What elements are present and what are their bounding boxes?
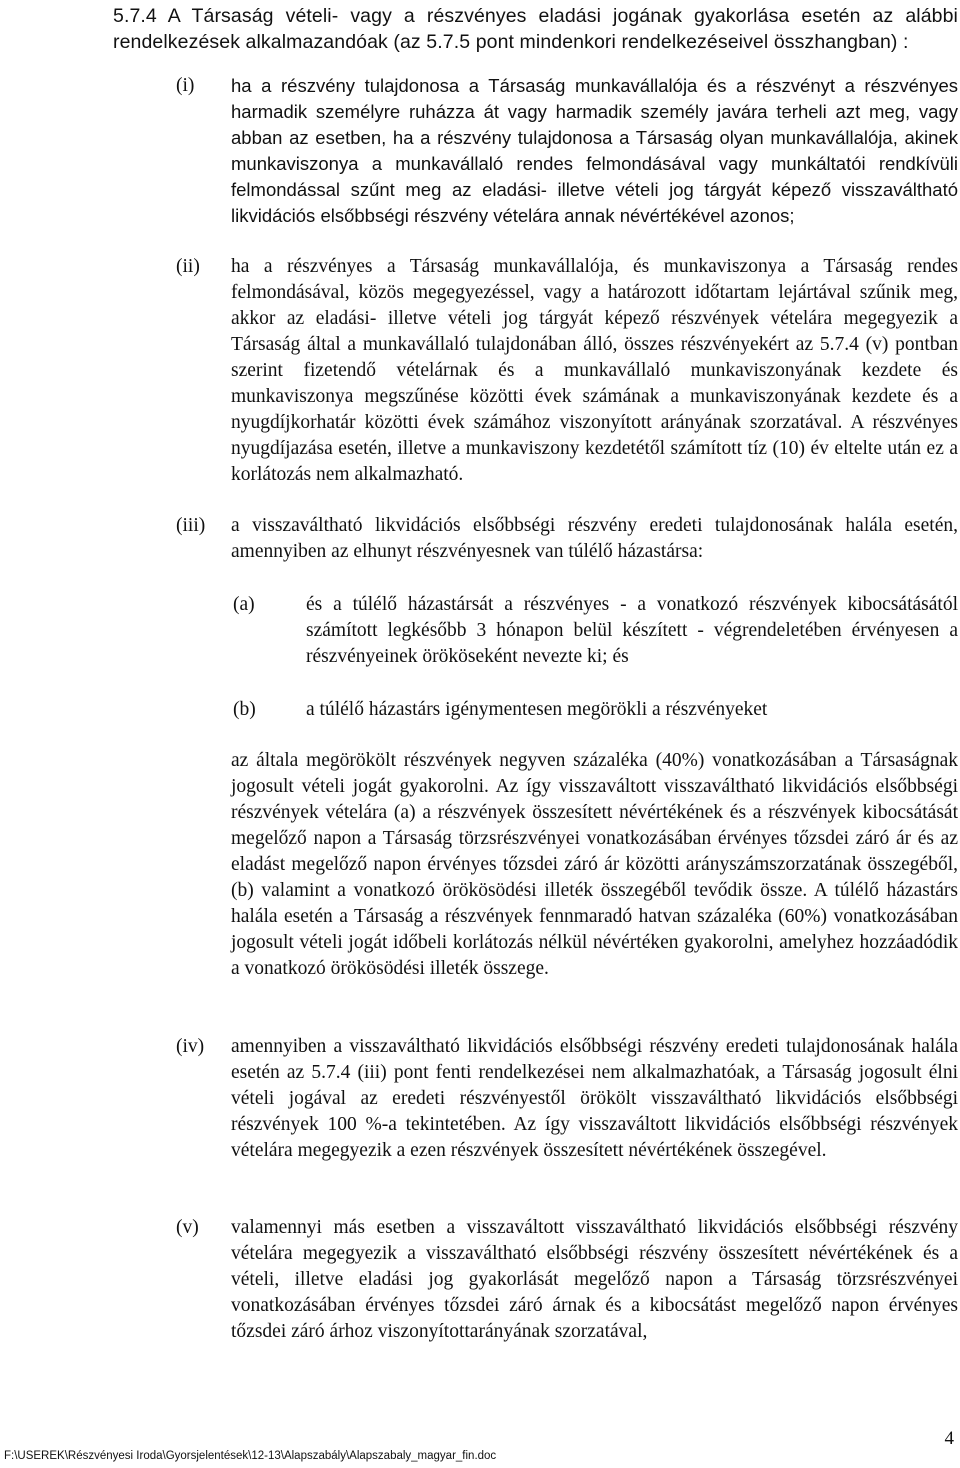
sub-item-text: a túlélő házastárs igénymentesen megörökli a részvényeket <box>306 699 768 720</box>
section-heading: 5.7.4 A Társaság vételi- vagy a részvényes eladási jogának gyakorlása esetén az alábbi rendelkezések alkalmazandóak (az 5.7.5 pont mindenkori rendelkezéseivel összhangban) : <box>113 5 958 53</box>
item-text: a visszaváltható likvidációs elsőbbségi részvény eredeti tulajdonosának halála esetén, amennyiben az elhunyt részvényesnek van túlélő házastársa: <box>231 515 958 562</box>
continuation-text: az általa megörökölt részvények negyven százaléka (40%) vonatkozásában a Társaságnak jogosult vételi jogát gyakorolni. Az így visszaváltott visszaváltható likvidációs elsőbbségi részvények vételára (a) a részvények összesített névértékének és a részvények kibocsátását megelőző napon a Társaság törzsrészvényei vonatkozásában érvényes tőzsdei záró ár és az eladást megelőző napon érvényes tőzsdei záró ár közötti arányszámszorzatának összegéből, (b) valamint a vonatkozó örökösödési illeték összegéből tevődik össze. A túlélő házastárs halála esetén a Társaság a részvények fennmaradó hatvan százaléka (60%) vonatkozásában jogosult vételi jogát időbeli korlátozás nélkül névértéken gyakorolni, amelyhez hozzáadódik a vonatkozó örökösödési illeték összege. <box>231 750 958 979</box>
item-text: valamennyi más esetben a visszaváltott visszaváltható likvidációs elsőbbségi részvény vételára megegyezik a visszaváltható elsőbbségi részvény összesített névértékének és a vételi, illetve eladási jog gyakorlását megelőző napon a Társaság törzsrészvényei vonatkozásában érvényes tőzsdei záró árnak és a kibocsátást megelőző napon érvényes tőzsdei záró árhoz viszonyítottarányának szorzatával, <box>231 1217 958 1342</box>
item-number: (v) <box>176 1217 199 1238</box>
sub-item-number: (b) <box>233 699 256 720</box>
item-number: (iv) <box>176 1036 205 1057</box>
item-text: ha a részvényes a Társaság munkavállalója, és munkaviszonya a Társaság rendes felmondásával, közös megegyezéssel, vagy a határozott időtartam lejártával szűnik meg, akkor az eladási- illetve vételi jog tárgyát képező részvények vételára megegyezik a Társaság által a munkavállaló tulajdonában álló, összes részvényekért az 5.7.4 (v) pontban szerint fizetendő vételárnak és a munkavállaló munkaviszonyának kezdete és munkaviszonya megszűnése közötti évek számának a munkaviszonyának kezdete és a nyugdíjkorhatár közötti évek számához viszonyított arányának szorzatával. A részvényes nyugdíjazása esetén, illetve a munkaviszony kezdetétől számított tíz (10) év eltelte után ez a korlátozás nem alkalmazható. <box>231 256 958 485</box>
item-text: amennyiben a visszaváltható likvidációs elsőbbségi részvény eredeti tulajdonosának halála esetén az 5.7.4 (iii) pont fenti rendelkezései nem alkalmazhatóak, a Társaság jogosult élni vételi jogával az eredeti részvényestől örökölt visszaváltható likvidációs elsőbbségi részvények 100 %-a tekintetében. Az így visszaváltott likvidációs elsőbbségi részvények vételára megegyezik a ezen részvények összesített névértékének összegével. <box>231 1036 958 1161</box>
page-number: 4 <box>944 1428 954 1449</box>
item-number: (i) <box>176 75 195 96</box>
sub-item-number: (a) <box>233 594 255 615</box>
item-number: (ii) <box>176 256 200 277</box>
item-text: ha a részvény tulajdonosa a Társaság munkavállalója és a részvényt a részvényes harmadik személyre ruházza át vagy harmadik személy javára terheli azt meg, vagy abban az esetben, ha a részvény tulajdonosa a Társaság olyan munkavállalója, akinek munkaviszonya a munkavállaló rendes felmondásával vagy munkáltatói rendkívüli felmondással szűnt meg az eladási- illetve vételi jog tárgyát képező visszaváltható likvidációs elsőbbségi részvény vételára annak névértékével azonos; <box>231 75 958 226</box>
sub-item-text: és a túlélő házastársát a részvényes - a vonatkozó részvények kibocsátásától számított legkésőbb 3 hónapon belül készített - végrendeletében érvényesen a részvényeinek örököseként nevezte ki; és <box>306 594 958 667</box>
footer-file-path: F:\USEREK\Részvényesi Iroda\Gyorsjelentések\12-13\Alapszabály\Alapszabaly_magyar_fin.doc <box>4 1450 497 1462</box>
item-number: (iii) <box>176 515 206 536</box>
